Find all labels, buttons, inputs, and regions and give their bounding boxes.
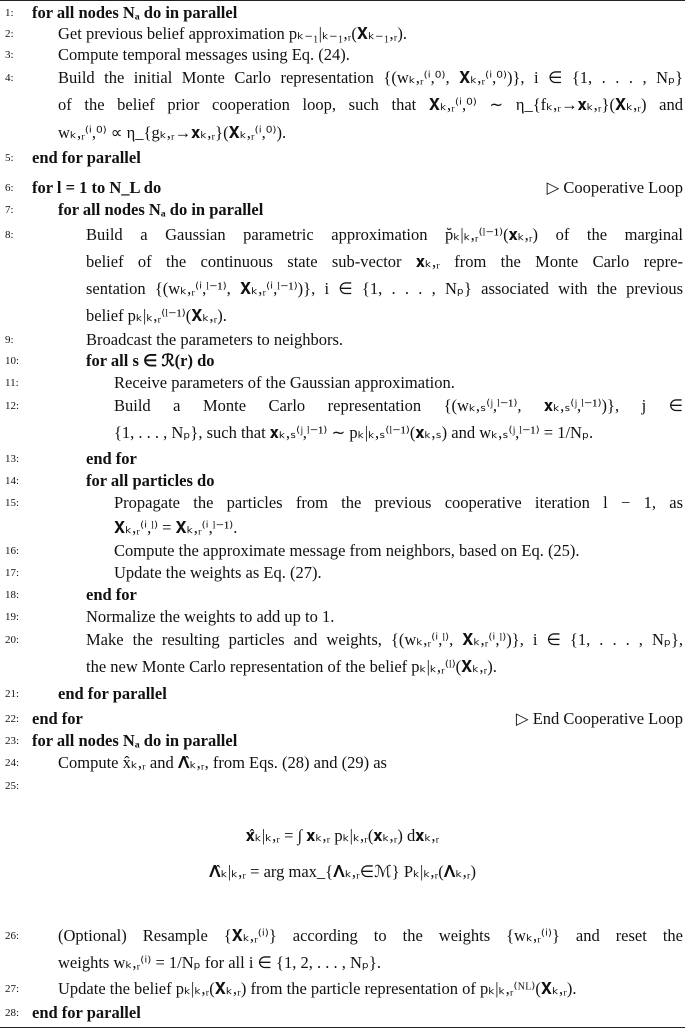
line-number: 17: xyxy=(5,567,20,579)
algorithm-line xyxy=(0,492,685,514)
line-number: 22: xyxy=(5,713,20,725)
algorithm-line xyxy=(0,606,685,628)
algorithm-line xyxy=(0,305,685,327)
line-number: 23: xyxy=(5,735,20,747)
line-number: 20: xyxy=(5,634,20,646)
line-number: 27: xyxy=(5,983,20,995)
line-text: Compute temporal messages using Eq. (24). xyxy=(58,45,350,64)
algorithm-line xyxy=(0,952,685,974)
algorithm-line xyxy=(0,94,685,116)
line-text: for l = 1 to N_L do xyxy=(32,178,162,197)
line-number: 12: xyxy=(5,400,20,412)
line-number: 13: xyxy=(5,453,20,465)
algorithm-line xyxy=(0,584,685,606)
line-text: Get previous belief approximation pₖ₋₁|ₖ₋₁,ᵣ(𝐗ₖ₋₁,ᵣ). xyxy=(58,24,408,43)
algorithm-line xyxy=(0,708,685,730)
top-rule xyxy=(0,0,685,1)
line-number: 1: xyxy=(5,7,14,19)
algorithm-line xyxy=(0,177,685,199)
loop-comment: ▷ Cooperative Loop xyxy=(546,178,683,197)
line-text: end for parallel xyxy=(32,1003,141,1022)
line-text: belief pₖ|ₖ,ᵣ⁽ˡ⁻¹⁾(𝐗ₖ,ᵣ). xyxy=(86,306,227,325)
equation-lambda-hat: 𝚲̂ₖ|ₖ,ᵣ = arg max_{𝚲ₖ,ᵣ∈ℳ} Pₖ|ₖ,ᵣ(𝚲ₖ,ᵣ) xyxy=(209,862,476,881)
algorithm-line xyxy=(0,199,685,221)
line-number: 6: xyxy=(5,182,14,194)
line-number: 9: xyxy=(5,334,14,346)
line-number: 14: xyxy=(5,475,20,487)
line-number: 4: xyxy=(5,72,14,84)
line-text: belief of the continuous state sub-vector 𝐱ₖ,ᵣ from the Monte Carlo repre- xyxy=(86,252,683,271)
line-text: the new Monte Carlo representation of the belief pₖ|ₖ,ᵣ⁽ˡ⁾(𝐗ₖ,ᵣ). xyxy=(86,657,497,676)
algorithm-line xyxy=(0,422,685,444)
algorithm-line xyxy=(0,278,685,300)
algorithm-line xyxy=(0,730,685,752)
line-text: Broadcast the parameters to neighbors. xyxy=(86,330,344,349)
line-text: for all nodes Nₐ do in parallel xyxy=(58,200,264,219)
equation-x-hat: 𝐱̂ₖ|ₖ,ᵣ = ∫ 𝐱ₖ,ᵣ pₖ|ₖ,ᵣ(𝐱ₖ,ᵣ) d𝐱ₖ,ᵣ xyxy=(245,826,440,845)
algorithm-line xyxy=(0,540,685,562)
algorithm-line xyxy=(0,629,685,651)
line-text: for all nodes Nₐ do in parallel xyxy=(32,3,238,22)
line-number: 5: xyxy=(5,152,14,164)
line-text: Update the weights as Eq. (27). xyxy=(114,563,322,582)
algorithm-line xyxy=(0,978,685,1000)
line-number: 15: xyxy=(5,497,20,509)
algorithm-line xyxy=(0,2,685,24)
line-number: 19: xyxy=(5,611,20,623)
algorithm-line xyxy=(0,44,685,66)
line-text: Update the belief pₖ|ₖ,ᵣ(𝐗ₖ,ᵣ) from the particle representation of pₖ|ₖ,ᵣ⁽ᴺᴸ⁾(𝐗ₖ,ᵣ). xyxy=(58,979,577,998)
line-text: 𝐗ₖ,ᵣ⁽ⁱ,ˡ⁾ = 𝐗ₖ,ᵣ⁽ⁱ,ˡ⁻¹⁾. xyxy=(114,518,238,537)
line-text: end for xyxy=(86,585,137,604)
line-text: weights wₖ,ᵣ⁽ⁱ⁾ = 1/Nₚ for all i ∈ {1, 2, . . . , Nₚ}. xyxy=(58,953,381,972)
line-number: 8: xyxy=(5,229,14,241)
line-number: 24: xyxy=(5,757,20,769)
line-text: for all particles do xyxy=(86,471,215,490)
line-text: for all nodes Nₐ do in parallel xyxy=(32,731,238,750)
line-text: Normalize the weights to add up to 1. xyxy=(86,607,335,626)
algorithm-line xyxy=(0,448,685,470)
algorithm-line xyxy=(0,517,685,539)
line-text: wₖ,ᵣ⁽ⁱ,⁰⁾ ∝ η_{gₖ,ᵣ→𝐱ₖ,ᵣ}(𝐗ₖ,ᵣ⁽ⁱ,⁰⁾). xyxy=(58,123,287,142)
algorithm-line xyxy=(0,470,685,492)
algorithm-line xyxy=(0,775,685,797)
line-number: 28: xyxy=(5,1007,20,1019)
line-number: 3: xyxy=(5,49,14,61)
line-text: Compute x̂ₖ,ᵣ and 𝚲̂ₖ,ᵣ, from Eqs. (28) and (29) as xyxy=(58,753,387,772)
line-text: (Optional) Resample {𝐗ₖ,ᵣ⁽ⁱ⁾} according to the weights {wₖ,ᵣ⁽ⁱ⁾} and reset the xyxy=(58,926,683,945)
line-text: end for parallel xyxy=(58,684,167,703)
algorithm-line xyxy=(0,122,685,144)
algorithm-line xyxy=(0,350,685,372)
algorithm-line xyxy=(0,224,685,246)
algorithm-line xyxy=(0,562,685,584)
line-text: Compute the approximate message from neighbors, based on Eq. (25). xyxy=(114,541,580,560)
line-text: Receive parameters of the Gaussian approximation. xyxy=(114,373,455,392)
algorithm-line xyxy=(0,23,685,45)
algorithm-line xyxy=(0,372,685,394)
algorithm-line xyxy=(0,395,685,417)
algorithm-line xyxy=(0,251,685,273)
line-text: sentation {(wₖ,ᵣ⁽ⁱ,ˡ⁻¹⁾, 𝐗ₖ,ᵣ⁽ⁱ,ˡ⁻¹⁾)}, i ∈ {1, . . . , Nₚ} associated with the previous xyxy=(86,279,683,298)
line-text: {1, . . . , Nₚ}, such that 𝐱ₖ,ₛ⁽ʲ,ˡ⁻¹⁾ ∼ pₖ|ₖ,ₛ⁽ˡ⁻¹⁾(𝐱ₖ,ₛ) and wₖ,ₛ⁽ʲ,ˡ⁻¹⁾ = 1/Nₚ. xyxy=(114,423,594,442)
line-number: 25: xyxy=(5,780,20,792)
algorithm-line xyxy=(0,1002,685,1024)
line-text: Make the resulting particles and weights, {(wₖ,ᵣ⁽ⁱ,ˡ⁾, 𝐗ₖ,ᵣ⁽ⁱ,ˡ⁾)}, i ∈ {1, . . . , Nₚ}, xyxy=(86,630,683,649)
line-number: 7: xyxy=(5,204,14,216)
algorithm-line xyxy=(0,683,685,705)
line-number: 16: xyxy=(5,545,20,557)
algorithm-line xyxy=(0,925,685,947)
loop-comment: ▷ End Cooperative Loop xyxy=(515,709,683,728)
algorithm-line xyxy=(0,656,685,678)
line-text: end for parallel xyxy=(32,148,141,167)
line-number: 10: xyxy=(5,355,20,367)
bottom-rule xyxy=(0,1027,685,1028)
line-text: Build the initial Monte Carlo representation {(wₖ,ᵣ⁽ⁱ,⁰⁾, 𝐗ₖ,ᵣ⁽ⁱ,⁰⁾)}, i ∈ {1, . . . , Nₚ} xyxy=(58,68,683,87)
line-text: for all s ∈ ℛ(r) do xyxy=(86,351,215,370)
line-number: 18: xyxy=(5,589,20,601)
line-text: end for xyxy=(32,709,83,728)
algorithm-line xyxy=(0,67,685,89)
algorithm-line xyxy=(0,147,685,169)
line-text: end for xyxy=(86,449,137,468)
line-text: Build a Monte Carlo representation {(wₖ,ₛ⁽ʲ,ˡ⁻¹⁾, 𝐱ₖ,ₛ⁽ʲ,ˡ⁻¹⁾)}, j ∈ xyxy=(114,396,683,415)
algorithm-line xyxy=(0,329,685,351)
line-text: Propagate the particles from the previous cooperative iteration l − 1, as xyxy=(114,493,683,512)
line-number: 26: xyxy=(5,930,20,942)
line-number: 11: xyxy=(5,377,19,389)
algorithm-line xyxy=(0,752,685,774)
line-number: 2: xyxy=(5,28,14,40)
line-text: of the belief prior cooperation loop, such that 𝐗ₖ,ᵣ⁽ⁱ,⁰⁾ ∼ η_{fₖ,ᵣ→𝐱ₖ,ᵣ}(𝐗ₖ,ᵣ) and xyxy=(58,95,683,114)
line-number: 21: xyxy=(5,688,20,700)
line-text: Build a Gaussian parametric approximation p̆ₖ|ₖ,ᵣ⁽ˡ⁻¹⁾(𝐱ₖ,ᵣ) of the marginal xyxy=(86,225,683,244)
